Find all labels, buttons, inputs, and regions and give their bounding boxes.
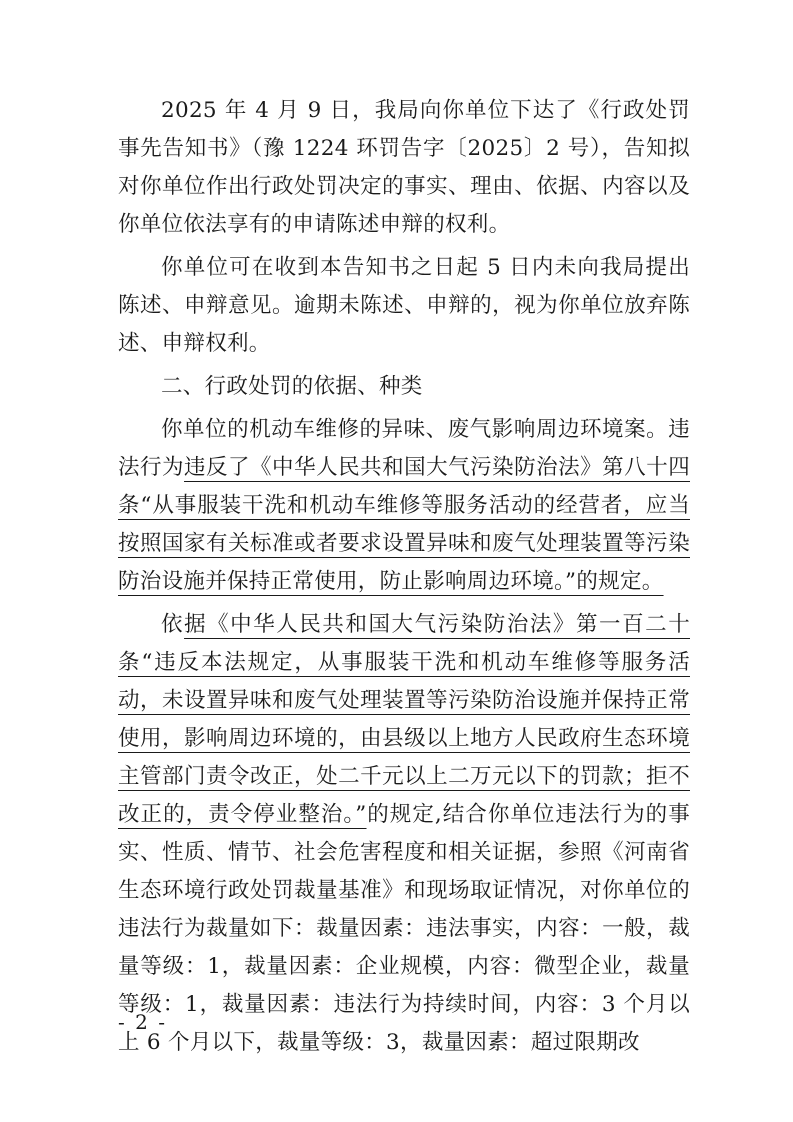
paragraph-notice-issued: 2025 年 4 月 9 日，我局向你单位下达了《行政处罚事先告知书》（豫 1224 环罚告字〔2025〕2 号），告知拟对你单位作出行政处罚决定的事实、理由、依据、内容以及你单位依法享有的申请陈述申辩的权利。	[118, 98, 690, 237]
section-heading-penalty-basis: 二、行政处罚的依据、种类	[161, 374, 423, 399]
basis-intro-text: 依	[161, 612, 185, 637]
penalty-article-quote: 据《中华人民共和国大气污染防治法》第一百二十条“违反本法规定，从事服装干洗和机动车维修等服务活动，未设置异味和废气处理装置等污染防治设施并保持正常使用，影响周边环境的，由县级以上地方人民政府生态环境主管部门责令改正，处二千元以上二万元以下的罚款；拒不改正的，责令停业整治。”	[118, 612, 690, 827]
page-number: - 2 -	[118, 1010, 167, 1034]
discretion-factors-text: 的规定,结合你单位违法行为的事实、性质、情节、社会危害程度和相关证据，参照《河南省生态环境行政处罚裁量基准》和现场取证情况，对你单位的违法行为裁量如下：裁量因素：违法事实，内容：一般，裁量等级：1，裁量因素：企业规模，内容：微型企业，裁量等级：1，裁量因素：违法行为持续时间，内容：3 个月以上 6 个月以下，裁量等级：3，裁量因素：超过限期改	[118, 802, 690, 1055]
violation-intro-text: 你单位的机动车维修的异味、废气影响周边环境案。违法行为	[118, 417, 690, 480]
document-body	[118, 92, 690, 1062]
paragraph-penalty-basis	[118, 606, 690, 1062]
paragraph-statement-deadline: 你单位可在收到本告知书之日起 5 日内未向我局提出陈述、申辩意见。逾期未陈述、申辩的，视为你单位放弃陈述、申辩权利。	[118, 255, 690, 356]
paragraph-violation	[118, 411, 690, 601]
violated-article-quote: 违反了《中华人民共和国大气污染防治法》第八十四条“从事服装干洗和机动车维修等服务活动的经营者，应当按照国家有关标准或者要求设置异味和废气处理装置等污染防治设施并保持正常使用，防止影响周边环境。”的规定。	[118, 455, 690, 594]
